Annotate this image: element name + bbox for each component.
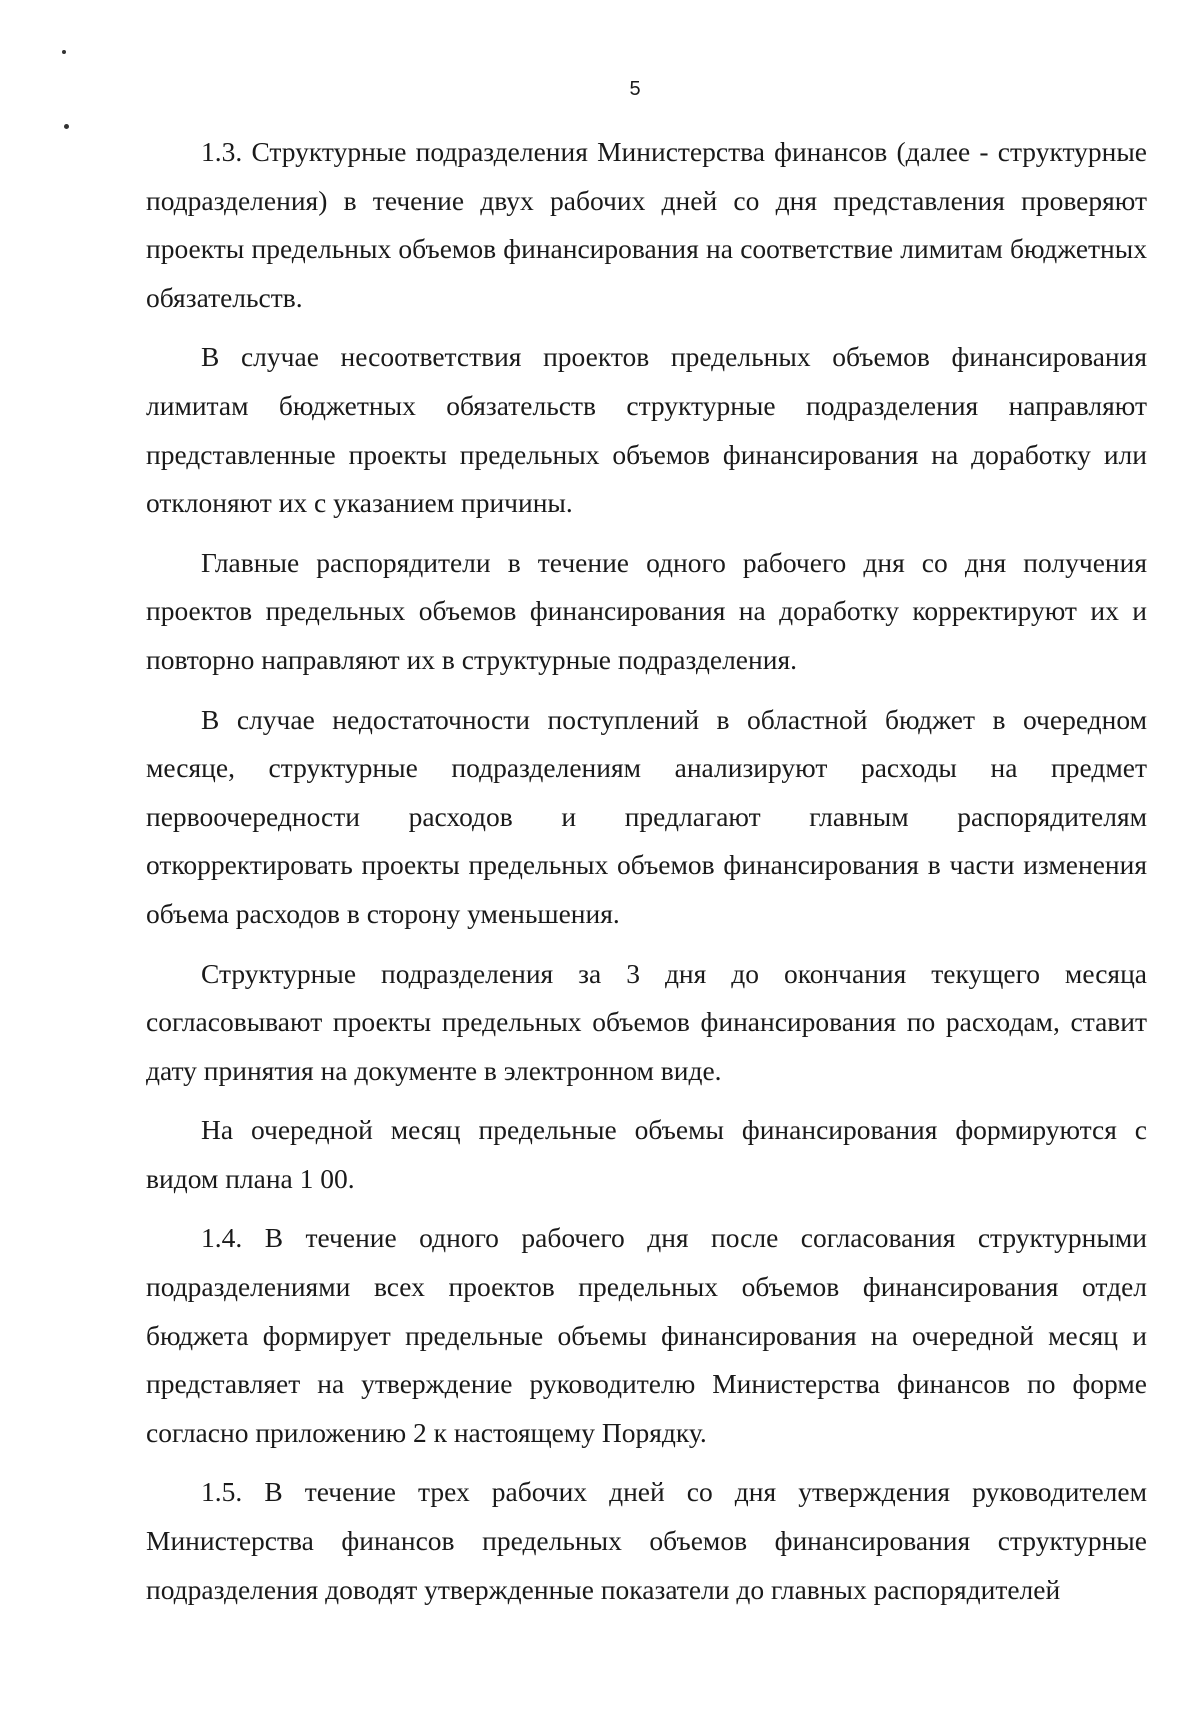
- scan-speck: [62, 50, 66, 54]
- scan-speck: [64, 124, 69, 129]
- page-number: 5: [629, 78, 641, 100]
- paragraph: Главные распорядители в течение одного рабочего дня со дня получения проектов предельных объемов финансирования на доработку корректируют их и повторно направляют их в структурные подразделения.: [146, 546, 1147, 675]
- paragraph: В случае недостаточности поступлений в областной бюджет в очередном месяце, структурные подразделениям анализируют расходы на предмет первоочередности расходов и предлагают главным распорядителям откорректировать проекты предельных объемов финансирования в части изменения объема расходов в сторону уменьшения.: [146, 703, 1147, 929]
- paragraph: На очередной месяц предельные объемы финансирования формируются с видом плана 1 00.: [146, 1114, 1147, 1194]
- paragraph-1-4: 1.4. В течение одного рабочего дня после согласования структурными подразделениями всех проектов предельных объемов финансирования отдел бюджета формирует предельные объемы финансирования на очередной месяц и представляет на утверждение руководителю Министерства финансов по форме согласно приложению 2 к настоящему Порядку.: [146, 1222, 1147, 1448]
- paragraph: Структурные подразделения за 3 дня до окончания текущего месяца согласовывают проекты предельных объемов финансирования по расходам, ставит дату принятия на документе в электронном виде.: [146, 957, 1147, 1086]
- document-body: [146, 128, 1147, 1625]
- paragraph: В случае несоответствия проектов предельных объемов финансирования лимитам бюджетных обязательств структурные подразделения направляют представленные проекты предельных объемов финансирования на доработку или отклоняют их с указанием причины.: [146, 341, 1147, 519]
- paragraph-1-3: 1.3. Структурные подразделения Министерства финансов (далее - структурные подразделения) в течение двух рабочих дней со дня представления проверяют проекты предельных объемов финансирования на соответствие лимитам бюджетных обязательств.: [146, 136, 1147, 313]
- paragraph-1-5: 1.5. В течение трех рабочих дней со дня утверждения руководителем Министерства финансов предельных объемов финансирования структурные подразделения доводят утвержденные показатели до главных распорядителей: [146, 1476, 1147, 1605]
